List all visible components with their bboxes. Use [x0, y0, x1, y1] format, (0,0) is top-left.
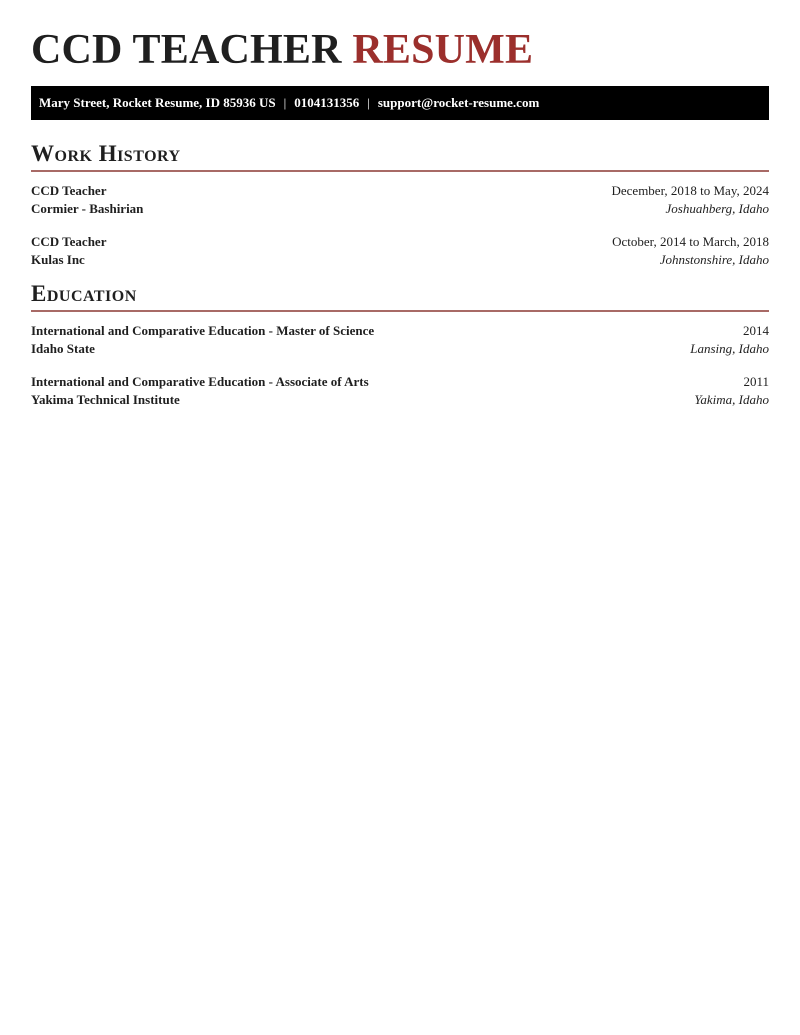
title-accent: RESUME — [352, 27, 534, 73]
job-title: CCD Teacher — [31, 183, 107, 198]
education-year: 2014 — [743, 323, 769, 338]
contact-email[interactable]: support@rocket-resume.com — [377, 95, 540, 110]
job-dates: October, 2014 to March, 2018 — [612, 234, 769, 249]
contact-separator: | — [283, 95, 287, 110]
title-main: CCD TEACHER — [31, 27, 342, 73]
contact-phone: 0104131356 — [294, 95, 360, 110]
work-entry — [31, 182, 769, 217]
employer-name: Cormier - Bashirian — [31, 200, 144, 216]
school-name: Idaho State — [31, 340, 95, 356]
job-title: CCD Teacher — [31, 234, 107, 249]
work-history-heading: Work History — [31, 141, 769, 172]
job-location: Johnstonshire, Idaho — [659, 251, 769, 267]
employer-name: Kulas Inc — [31, 251, 85, 267]
job-location: Joshuahberg, Idaho — [665, 200, 769, 216]
contact-bar — [31, 86, 769, 120]
degree-name: International and Comparative Education - Associate of Arts — [31, 374, 369, 389]
work-entry — [31, 233, 769, 268]
education-heading: Education — [31, 281, 769, 312]
education-entry — [31, 322, 769, 357]
job-dates: December, 2018 to May, 2024 — [611, 183, 769, 198]
contact-separator: | — [367, 95, 370, 110]
school-name: Yakima Technical Institute — [31, 391, 180, 407]
education-year: 2011 — [743, 374, 769, 389]
resume-title — [31, 26, 533, 74]
school-location: Yakima, Idaho — [694, 391, 769, 407]
degree-name: International and Comparative Education - Master of Science — [31, 323, 375, 338]
contact-address: Mary Street, Rocket Resume, ID 85936 US — [39, 95, 276, 110]
education-entry — [31, 373, 769, 408]
school-location: Lansing, Idaho — [690, 340, 769, 356]
